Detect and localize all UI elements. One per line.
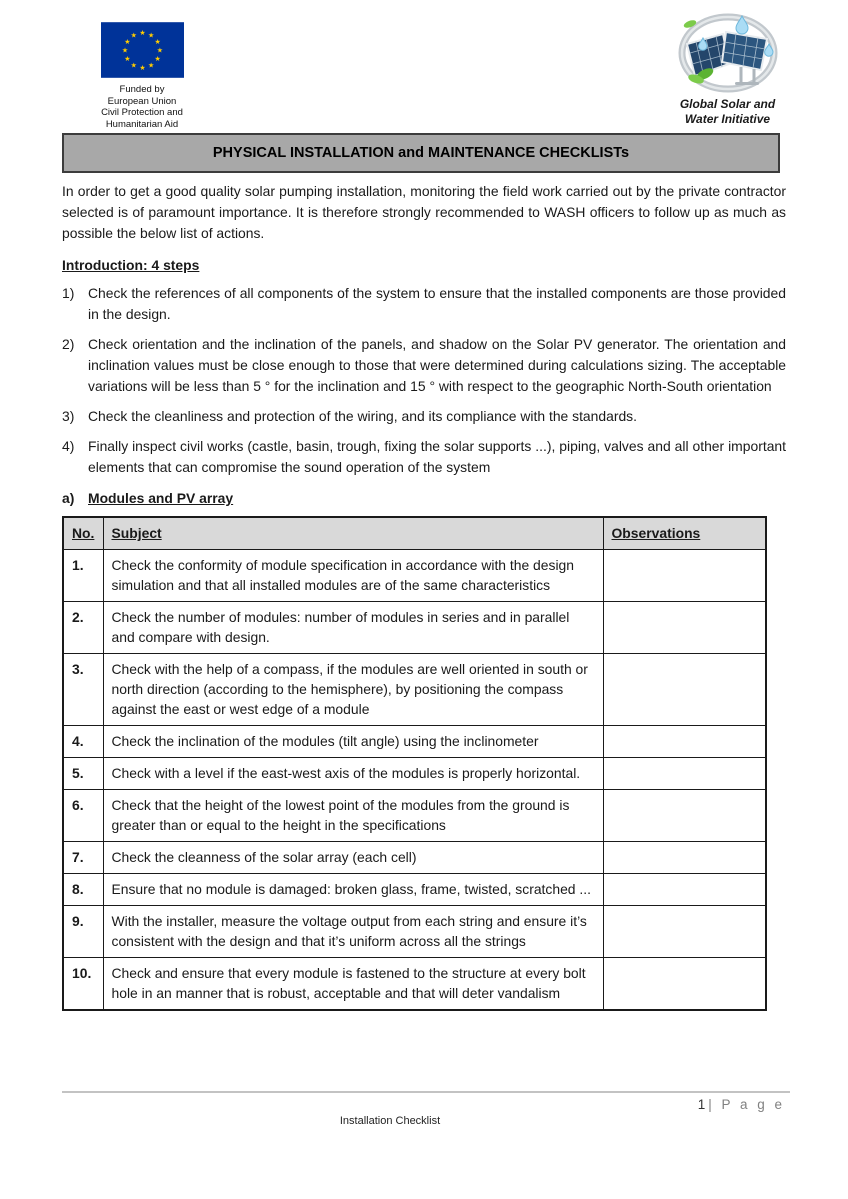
list-item [62, 283, 786, 325]
page-number-label: | P a g e [708, 1097, 785, 1112]
cell-no: 9. [63, 906, 103, 958]
cell-no: 6. [63, 790, 103, 842]
cell-no: 10. [63, 958, 103, 1011]
cell-observations [603, 790, 766, 842]
cell-observations [603, 842, 766, 874]
eu-logo-caption [82, 84, 202, 130]
cell-no: 7. [63, 842, 103, 874]
step-number: 4) [62, 438, 75, 454]
footer-divider [62, 1091, 790, 1093]
svg-text:★: ★ [123, 38, 131, 46]
svg-text:★: ★ [130, 62, 137, 70]
table-row [63, 726, 766, 758]
gswi-logo [660, 12, 795, 127]
cell-subject: Check with the help of a compass, if the modules are well oriented in south or north direction (according to the hemisphere), by positioning the compass against the east or west edge of a module [103, 654, 603, 726]
svg-text:★: ★ [156, 47, 163, 55]
section-heading [62, 490, 786, 506]
svg-text:★: ★ [121, 47, 128, 55]
eu-caption-line: Funded by [119, 84, 165, 95]
cell-observations [603, 906, 766, 958]
svg-text:★: ★ [138, 64, 146, 72]
step-text: Check the references of all components of the system to ensure that the installed components are those provided in the design. [88, 285, 786, 322]
checklist-table [62, 516, 767, 1011]
eu-caption-line: European Union [107, 95, 177, 107]
cell-observations [603, 602, 766, 654]
cell-subject: Check that the height of the lowest point of the modules from the ground is greater than or equal to the height in the specifications [103, 790, 603, 842]
table-row [63, 550, 766, 602]
svg-text:★: ★ [153, 38, 161, 46]
solar-water-logo-icon [669, 12, 787, 94]
eu-flag-icon [101, 22, 184, 78]
list-item [62, 334, 786, 397]
cell-subject: Check the conformity of module specification in accordance with the design simulation and that all installed modules are of the same characteristics [103, 550, 603, 602]
cell-subject: Check and ensure that every module is fastened to the structure at every bolt hole in an manner that is robust, acceptable and that will deter vandalism [103, 958, 603, 1011]
document-title-bar [62, 133, 780, 173]
eu-caption-line: Civil Protection and [101, 107, 183, 118]
document-title: PHYSICAL INSTALLATION and MAINTENANCE CHECKLISTs [212, 145, 630, 161]
steps-heading: Introduction: 4 steps [62, 257, 200, 273]
cell-subject: With the installer, measure the voltage output from each string and ensure it’s consistent with the design and that it’s uniform across all the strings [103, 906, 603, 958]
section-marker: a) [62, 490, 75, 506]
cell-subject: Check the cleanness of the solar array (each cell) [103, 842, 603, 874]
gswi-caption-line: Water Initiative [684, 112, 771, 126]
cell-subject: Check the inclination of the modules (tilt angle) using the inclinometer [103, 726, 603, 758]
gswi-logo-caption [660, 97, 795, 127]
gswi-caption-line: Global Solar and [679, 97, 776, 111]
svg-text:★: ★ [153, 56, 161, 64]
column-header-observations: Observations [603, 517, 766, 550]
table-row [63, 758, 766, 790]
column-header-subject: Subject [103, 517, 603, 550]
section-title: Modules and PV array [88, 490, 234, 506]
step-text: Finally inspect civil works (castle, basin, trough, fixing the solar supports ...), piping, valves and all other important elements that can compromise the sound operation of the system [88, 438, 786, 475]
svg-text:★: ★ [147, 62, 154, 70]
svg-text:★: ★ [138, 30, 146, 38]
footer-doc-label: Installation Checklist [339, 1115, 441, 1127]
table-row [63, 874, 766, 906]
cell-observations [603, 958, 766, 1011]
eu-funded-logo [82, 22, 202, 130]
cell-subject: Check the number of modules: number of modules in series and in parallel and compare with design. [103, 602, 603, 654]
page-number [698, 1097, 785, 1112]
cell-observations [603, 550, 766, 602]
cell-no: 5. [63, 758, 103, 790]
cell-no: 8. [63, 874, 103, 906]
table-row [63, 842, 766, 874]
cell-observations [603, 874, 766, 906]
cell-no: 2. [63, 602, 103, 654]
cell-observations [603, 654, 766, 726]
intro-paragraph: In order to get a good quality solar pumping installation, monitoring the field work carried out by the private contractor selected is of paramount importance. It is therefore strongly recommended to WASH officers to follow up as much as possible the below list of actions. [62, 183, 786, 241]
step-text: Check orientation and the inclination of the panels, and shadow on the Solar PV generator. The orientation and inclination values must be close enough to those that were determined during calculations sizing. The acceptable variations will be less than 5 ° for the inclination and 15 ° with respect to the geographic North-South orientation [88, 336, 786, 394]
page-number-value: 1 [697, 1097, 706, 1112]
svg-text:★: ★ [130, 32, 137, 40]
table-row [63, 602, 766, 654]
list-item [62, 406, 786, 427]
checklist-table-body [63, 550, 766, 1011]
header-row [63, 517, 766, 550]
document-body [62, 181, 786, 1011]
list-item [62, 436, 786, 478]
table-row [63, 958, 766, 1011]
table-row [63, 790, 766, 842]
cell-no: 4. [63, 726, 103, 758]
step-number: 1) [62, 285, 75, 301]
table-row [63, 906, 766, 958]
step-number: 3) [62, 408, 75, 424]
cell-no: 3. [63, 654, 103, 726]
eu-caption-line: Humanitarian Aid [105, 118, 179, 130]
step-text: Check the cleanliness and protection of the wiring, and its compliance with the standards. [88, 408, 637, 424]
checklist-table-header [63, 517, 766, 550]
table-row [63, 654, 766, 726]
steps-list [62, 283, 786, 478]
cell-subject: Check with a level if the east-west axis of the modules is properly horizontal. [103, 758, 603, 790]
cell-observations [603, 758, 766, 790]
svg-text:★: ★ [123, 56, 131, 64]
cell-observations [603, 726, 766, 758]
step-number: 2) [62, 336, 75, 352]
cell-no: 1. [63, 550, 103, 602]
svg-text:★: ★ [147, 32, 154, 40]
column-header-no: No. [63, 517, 103, 550]
cell-subject: Ensure that no module is damaged: broken glass, frame, twisted, scratched ... [103, 874, 603, 906]
